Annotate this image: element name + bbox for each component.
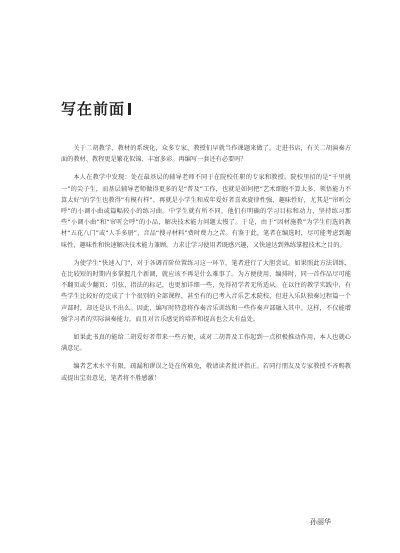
paragraph-2: 本人在教学中发现：处在最基层的辅导老师不同于在院校任职的专家和教授。院校里招的是“千里挑一”的尖子生，而基层辅导老师做得更多的是“普及”工作，也就是如何把“艺术细胞不算太多、领悟能力不算太好”的学生也教得“有模有样”。再就是小学生和成年爱好者喜欢旋律性强、趣味性好，尤其是“帘听会呼”的小调小曲或篇幅较小的练习曲。中学生就有所不同，他们有明确的学习目标和动力，坚持练习那些“小调小曲”和“帘听会呼”的小品，解决技术能力问题太慢了。于是，由于“因材施教”为学生们选的教材“五花八门”或“人手多册”，音品“搜寻材料”费时费力之苦。有鉴于此，笔者在编选时，尽可能考虑到趣味性，趣味性和快速解决技术能力兼顾。力求让学习使用者既感兴趣，又快速达到熟练掌握技术之目的。 — [61, 174, 351, 249]
body-text — [61, 143, 351, 391]
page-title: 写在前面 — [61, 98, 131, 119]
author-signature: 孙丽华 — [310, 518, 331, 526]
paragraph-3: 为使学生“快速入门”，对于各调首阶位置练习这一环节，笔者进行了大胆尝试。如果照此方法训练，在比较短的时期内多掌握几个新调，就应该不再是什么难事了。为方便使用，编排时，同一首作品尽可能不翻页或少翻页；引弦、指法的标记，也更加详细一些，免得初学者无所适从。在以往的教学实践中，有些学生比较好的完成了十个很别的全部课程，甚至有的已考入音乐艺术院校，但进入乐队独奏过程篇一个声部时，却还是认不出么。因此，编写时特意将作奏音乐训练和一些作奏声部融入其中。这样，不仅能增强学习者的实际演奏能力，而且对音乐感觉的培养和提高也会大有益处。 — [61, 259, 351, 323]
paragraph-5: 编者艺术水平有限，疏漏和谬误之处在所难免，敬请读者批评指正。若同行朋友及专家教授不吝赐教或提出宝贵意见，笔者将不胜感激！ — [61, 363, 351, 382]
paragraph-1: 关于二胡教学、教材的系统化，众多专家、教授们早就当作课题来做了。走进书店，有关二胡演奏方面的教材、教程更是繁花似锦、丰富多彩。再编写一套还有必要吗？ — [61, 145, 351, 164]
title-accent-bar — [128, 103, 131, 115]
paragraph-4: 如果此书真的能给二胡爱好者带来一些方便，或对二胡普及工作起到一点积极推动作用，本人也就心满意足。 — [61, 334, 351, 353]
